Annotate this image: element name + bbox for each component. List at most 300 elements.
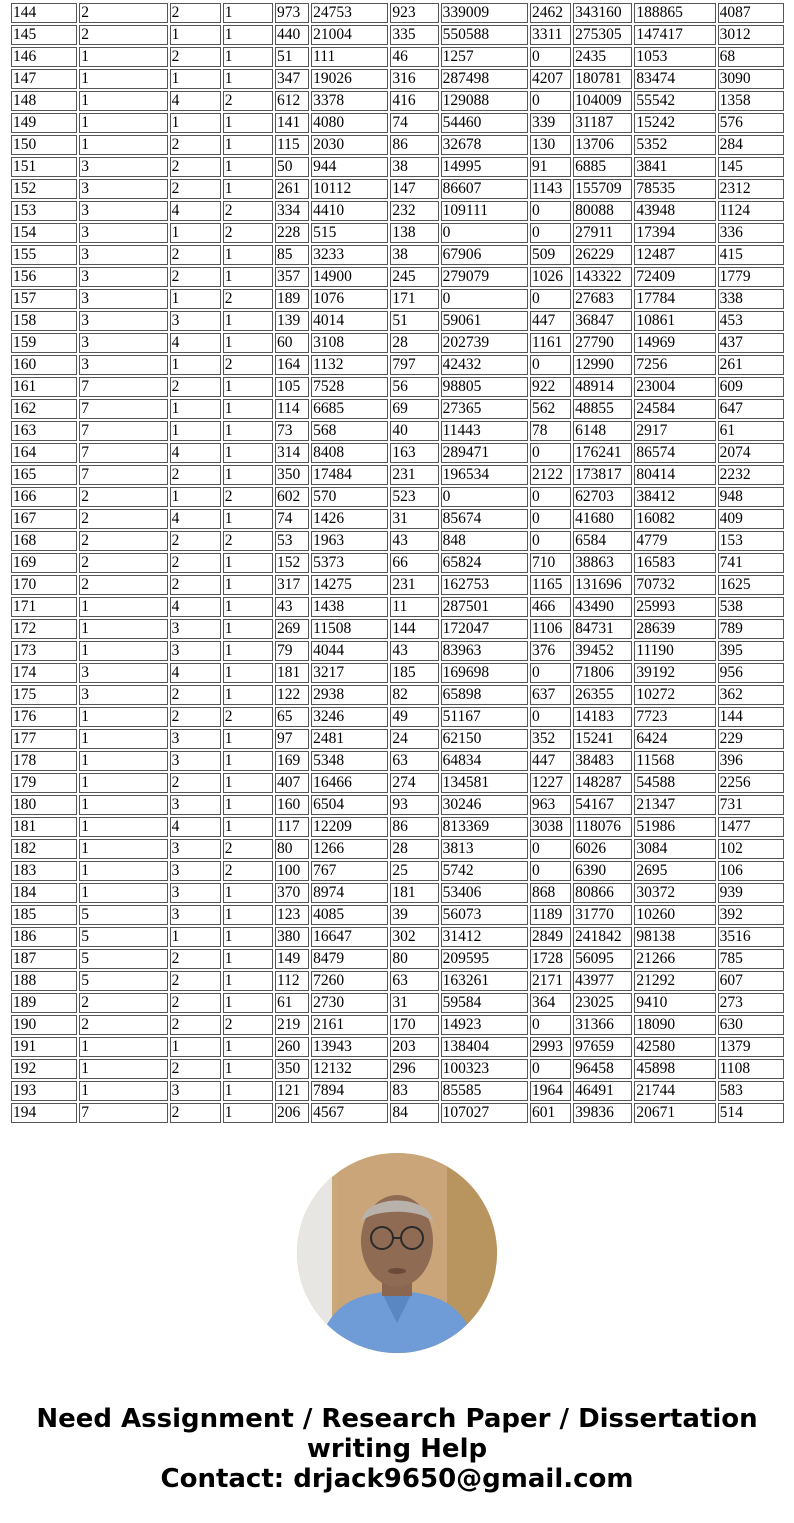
table-cell: 161 (11, 377, 77, 397)
table-cell: 710 (530, 553, 571, 573)
table-cell: 83963 (441, 641, 528, 661)
table-cell: 4014 (311, 311, 388, 331)
table-cell: 11 (390, 597, 438, 617)
table-cell: 515 (311, 223, 388, 243)
table-cell: 117 (275, 817, 309, 837)
table-cell: 11443 (441, 421, 528, 441)
table-cell: 395 (718, 641, 784, 661)
table-cell: 206 (275, 1103, 309, 1123)
table-cell: 71806 (573, 663, 632, 683)
table-cell: 287501 (441, 597, 528, 617)
table-cell: 20671 (634, 1103, 715, 1123)
table-cell: 54588 (634, 773, 715, 793)
table-cell: 2 (170, 135, 221, 155)
table-row (11, 817, 784, 837)
table-cell: 16466 (311, 773, 388, 793)
table-cell: 41680 (573, 509, 632, 529)
table-cell: 131696 (573, 575, 632, 595)
footer-line-1: Need Assignment / Research Paper / Dissertation (36, 1404, 758, 1434)
table-cell: 7 (79, 443, 167, 463)
table-cell: 4080 (311, 113, 388, 133)
table-row (11, 443, 784, 463)
table-cell: 4567 (311, 1103, 388, 1123)
table-cell: 1053 (634, 47, 715, 67)
table-cell: 160 (11, 355, 77, 375)
table-cell: 15242 (634, 113, 715, 133)
table-cell: 43 (275, 597, 309, 617)
table-row (11, 883, 784, 903)
table-cell: 944 (311, 157, 388, 177)
table-cell: 7 (79, 465, 167, 485)
table-cell: 42432 (441, 355, 528, 375)
table-cell: 93 (390, 795, 438, 815)
table-cell: 104009 (573, 91, 632, 111)
table-cell: 16583 (634, 553, 715, 573)
table-cell: 350 (275, 1059, 309, 1079)
table-cell: 2256 (718, 773, 784, 793)
table-cell: 2 (223, 289, 273, 309)
table-cell: 150 (11, 135, 77, 155)
table-cell: 1 (223, 135, 273, 155)
table-cell: 13943 (311, 1037, 388, 1057)
table-cell: 38412 (634, 487, 715, 507)
table-cell: 1266 (311, 839, 388, 859)
table-cell: 1 (79, 135, 167, 155)
table-cell: 2 (79, 3, 167, 23)
table-cell: 1 (223, 619, 273, 639)
table-cell: 583 (718, 1081, 784, 1101)
table-cell: 848 (441, 531, 528, 551)
table-cell: 1 (170, 421, 221, 441)
table-cell: 202739 (441, 333, 528, 353)
table-cell: 31412 (441, 927, 528, 947)
table-cell: 188865 (634, 3, 715, 23)
table-cell: 4 (170, 509, 221, 529)
table-cell: 1143 (530, 179, 571, 199)
table-cell: 2 (170, 1015, 221, 1035)
table-cell: 53406 (441, 883, 528, 903)
table-cell: 80866 (573, 883, 632, 903)
table-cell: 24 (390, 729, 438, 749)
table-cell: 3 (79, 157, 167, 177)
table-cell: 1 (223, 267, 273, 287)
table-cell: 2 (223, 355, 273, 375)
table-cell: 2917 (634, 421, 715, 441)
table-cell: 67906 (441, 245, 528, 265)
table-cell: 785 (718, 949, 784, 969)
table-cell: 939 (718, 883, 784, 903)
table-cell: 85674 (441, 509, 528, 529)
table-cell: 107027 (441, 1103, 528, 1123)
table-cell: 231 (390, 575, 438, 595)
table-cell: 2 (170, 773, 221, 793)
table-cell: 21744 (634, 1081, 715, 1101)
table-cell: 2 (223, 707, 273, 727)
table-row (11, 707, 784, 727)
table-cell: 339009 (441, 3, 528, 23)
table-cell: 40 (390, 421, 438, 441)
table-cell: 2 (170, 267, 221, 287)
table-cell: 1 (223, 773, 273, 793)
table-cell: 296 (390, 1059, 438, 1079)
table-cell: 260 (275, 1037, 309, 1057)
table-cell: 1 (223, 949, 273, 969)
table-cell: 39452 (573, 641, 632, 661)
table-cell: 23004 (634, 377, 715, 397)
table-cell: 185 (11, 905, 77, 925)
table-row (11, 1059, 784, 1079)
table-cell: 269 (275, 619, 309, 639)
table-cell: 1 (223, 729, 273, 749)
table-cell: 159 (11, 333, 77, 353)
table-cell: 0 (530, 223, 571, 243)
table-cell: 102 (718, 839, 784, 859)
table-cell: 2122 (530, 465, 571, 485)
table-cell: 0 (530, 289, 571, 309)
table-cell: 38483 (573, 751, 632, 771)
table-cell: 1728 (530, 949, 571, 969)
table-cell: 447 (530, 311, 571, 331)
table-cell: 162753 (441, 575, 528, 595)
table-cell: 46 (390, 47, 438, 67)
table-cell: 1 (79, 47, 167, 67)
table-cell: 16082 (634, 509, 715, 529)
table-cell: 79 (275, 641, 309, 661)
table-cell: 630 (718, 1015, 784, 1035)
table-cell: 0 (530, 839, 571, 859)
table-cell: 1963 (311, 531, 388, 551)
table-row (11, 795, 784, 815)
table-cell: 261 (718, 355, 784, 375)
table-cell: 14969 (634, 333, 715, 353)
table-cell: 12132 (311, 1059, 388, 1079)
table-cell: 2695 (634, 861, 715, 881)
table-cell: 415 (718, 245, 784, 265)
table-cell: 0 (530, 531, 571, 551)
table-cell: 48914 (573, 377, 632, 397)
table-cell: 364 (530, 993, 571, 1013)
table-row (11, 333, 784, 353)
table-cell: 203 (390, 1037, 438, 1057)
table-cell: 14275 (311, 575, 388, 595)
table-cell: 56 (390, 377, 438, 397)
table-cell: 1 (223, 905, 273, 925)
table-cell: 82 (390, 685, 438, 705)
table-cell: 2 (170, 1059, 221, 1079)
table-row (11, 993, 784, 1013)
table-cell: 172 (11, 619, 77, 639)
table-row (11, 47, 784, 67)
table-cell: 51 (390, 311, 438, 331)
table-cell: 83474 (634, 69, 715, 89)
table-cell: 86607 (441, 179, 528, 199)
table-cell: 36847 (573, 311, 632, 331)
table-cell: 232 (390, 201, 438, 221)
table-cell: 1 (170, 69, 221, 89)
table-cell: 66 (390, 553, 438, 573)
table-cell: 922 (530, 377, 571, 397)
table-cell: 164 (275, 355, 309, 375)
table-cell: 1 (223, 3, 273, 23)
table-cell: 61 (718, 421, 784, 441)
table-cell: 440 (275, 25, 309, 45)
table-row (11, 69, 784, 89)
table-cell: 51986 (634, 817, 715, 837)
table-cell: 523 (390, 487, 438, 507)
table-row (11, 839, 784, 859)
table-cell: 0 (530, 355, 571, 375)
table-cell: 17784 (634, 289, 715, 309)
table-cell: 2 (170, 971, 221, 991)
table-cell: 1165 (530, 575, 571, 595)
table-cell: 12209 (311, 817, 388, 837)
table-cell: 0 (441, 289, 528, 309)
table-cell: 1 (223, 47, 273, 67)
table-row (11, 751, 784, 771)
table-cell: 0 (530, 91, 571, 111)
table-cell: 83 (390, 1081, 438, 1101)
table-cell: 4085 (311, 905, 388, 925)
table-cell: 767 (311, 861, 388, 881)
table-cell: 2 (79, 531, 167, 551)
table-cell: 0 (441, 487, 528, 507)
table-cell: 2 (170, 47, 221, 67)
table-cell: 1438 (311, 597, 388, 617)
table-cell: 114 (275, 399, 309, 419)
table-cell: 164 (11, 443, 77, 463)
table-cell: 17394 (634, 223, 715, 243)
table-cell: 27683 (573, 289, 632, 309)
table-cell: 97659 (573, 1037, 632, 1057)
table-cell: 612 (275, 91, 309, 111)
table-cell: 80088 (573, 201, 632, 221)
table-cell: 4 (170, 91, 221, 111)
table-cell: 2 (79, 993, 167, 1013)
table-cell: 2 (79, 575, 167, 595)
table-row (11, 223, 784, 243)
table-cell: 178 (11, 751, 77, 771)
table-cell: 62150 (441, 729, 528, 749)
table-cell: 2 (223, 839, 273, 859)
table-cell: 4 (170, 663, 221, 683)
table-cell: 180 (11, 795, 77, 815)
table-cell: 26355 (573, 685, 632, 705)
table-cell: 45898 (634, 1059, 715, 1079)
table-cell: 3 (170, 1081, 221, 1101)
table-cell: 1 (223, 1037, 273, 1057)
table-cell: 2 (223, 91, 273, 111)
table-cell: 149 (11, 113, 77, 133)
table-cell: 1026 (530, 267, 571, 287)
table-cell: 62703 (573, 487, 632, 507)
table-cell: 2 (79, 553, 167, 573)
table-cell: 3 (79, 333, 167, 353)
table-cell: 14900 (311, 267, 388, 287)
table-cell: 2 (223, 1015, 273, 1035)
table-cell: 789 (718, 619, 784, 639)
table-cell: 6685 (311, 399, 388, 419)
table-cell: 302 (390, 927, 438, 947)
table-cell: 4410 (311, 201, 388, 221)
table-cell: 948 (718, 487, 784, 507)
table-cell: 84731 (573, 619, 632, 639)
table-cell: 1 (223, 399, 273, 419)
table-cell: 3 (170, 861, 221, 881)
table-cell: 80414 (634, 465, 715, 485)
table-cell: 287498 (441, 69, 528, 89)
table-cell: 362 (718, 685, 784, 705)
table-cell: 1 (170, 223, 221, 243)
table-cell: 6148 (573, 421, 632, 441)
table-row (11, 597, 784, 617)
table-cell: 30246 (441, 795, 528, 815)
table-cell: 182 (11, 839, 77, 859)
table-cell: 273 (718, 993, 784, 1013)
table-row (11, 927, 784, 947)
table-cell: 923 (390, 3, 438, 23)
table-cell: 28 (390, 839, 438, 859)
table-cell: 2 (170, 1103, 221, 1123)
table-cell: 5 (79, 905, 167, 925)
table-row (11, 421, 784, 441)
table-cell: 1 (223, 377, 273, 397)
table-cell: 0 (530, 1015, 571, 1035)
table-cell: 3 (170, 641, 221, 661)
table-row (11, 135, 784, 155)
table-cell: 7 (79, 1103, 167, 1123)
data-table (9, 1, 786, 1125)
table-cell: 2 (79, 1015, 167, 1035)
table-cell: 156 (11, 267, 77, 287)
table-cell: 184 (11, 883, 77, 903)
table-row (11, 1015, 784, 1035)
table-cell: 0 (530, 707, 571, 727)
table-cell: 194 (11, 1103, 77, 1123)
table-cell: 1 (223, 795, 273, 815)
table-cell: 396 (718, 751, 784, 771)
table-cell: 149 (275, 949, 309, 969)
table-cell: 1 (79, 69, 167, 89)
table-cell: 1 (223, 25, 273, 45)
table-cell: 241842 (573, 927, 632, 947)
table-cell: 162 (11, 399, 77, 419)
table-cell: 3012 (718, 25, 784, 45)
table-cell: 27911 (573, 223, 632, 243)
table-cell: 437 (718, 333, 784, 353)
table-cell: 6504 (311, 795, 388, 815)
table-cell: 4207 (530, 69, 571, 89)
table-cell: 392 (718, 905, 784, 925)
table-cell: 2 (170, 993, 221, 1013)
table-cell: 407 (275, 773, 309, 793)
table-cell: 2 (170, 949, 221, 969)
table-cell: 2312 (718, 179, 784, 199)
table-row (11, 905, 784, 925)
table-cell: 148287 (573, 773, 632, 793)
table-cell: 0 (530, 509, 571, 529)
table-cell: 141 (275, 113, 309, 133)
table-cell: 314 (275, 443, 309, 463)
table-cell: 59584 (441, 993, 528, 1013)
table-row (11, 399, 784, 419)
table-cell: 1 (223, 993, 273, 1013)
table-cell: 158 (11, 311, 77, 331)
table-cell: 1 (170, 113, 221, 133)
table-cell: 2 (79, 509, 167, 529)
table-cell: 601 (530, 1103, 571, 1123)
table-cell: 146 (11, 47, 77, 67)
table-cell: 50 (275, 157, 309, 177)
table-cell: 160 (275, 795, 309, 815)
table-cell: 31770 (573, 905, 632, 925)
table-row (11, 1103, 784, 1123)
table-cell: 147417 (634, 25, 715, 45)
table-cell: 274 (390, 773, 438, 793)
table-cell: 64834 (441, 751, 528, 771)
table-cell: 2232 (718, 465, 784, 485)
table-cell: 1 (223, 575, 273, 595)
table-cell: 63 (390, 971, 438, 991)
table-cell: 1 (223, 597, 273, 617)
table-cell: 731 (718, 795, 784, 815)
table-cell: 154 (11, 223, 77, 243)
table-cell: 148 (11, 91, 77, 111)
table-cell: 18090 (634, 1015, 715, 1035)
table-cell: 5742 (441, 861, 528, 881)
table-cell: 105 (275, 377, 309, 397)
table-row (11, 91, 784, 111)
table-cell: 5 (79, 971, 167, 991)
table-cell: 7 (79, 421, 167, 441)
table-cell: 3 (170, 729, 221, 749)
table-cell: 209595 (441, 949, 528, 969)
table-cell: 2481 (311, 729, 388, 749)
table-cell: 447 (530, 751, 571, 771)
table-cell: 59061 (441, 311, 528, 331)
table-cell: 177 (11, 729, 77, 749)
table-cell: 1 (223, 971, 273, 991)
table-cell: 3108 (311, 333, 388, 353)
table-cell: 145 (11, 25, 77, 45)
table-cell: 43948 (634, 201, 715, 221)
table-cell: 1076 (311, 289, 388, 309)
table-cell: 144 (11, 3, 77, 23)
table-cell: 2 (170, 157, 221, 177)
table-cell: 963 (530, 795, 571, 815)
table-cell: 4 (170, 443, 221, 463)
table-cell: 3841 (634, 157, 715, 177)
table-cell: 3 (79, 223, 167, 243)
table-cell: 11508 (311, 619, 388, 639)
table-cell: 70732 (634, 575, 715, 595)
table-cell: 229 (718, 729, 784, 749)
table-cell: 38 (390, 245, 438, 265)
table-cell: 1106 (530, 619, 571, 639)
table-cell: 145 (718, 157, 784, 177)
table-cell: 3 (79, 355, 167, 375)
table-cell: 2730 (311, 993, 388, 1013)
table-cell: 27365 (441, 399, 528, 419)
table-cell: 3 (170, 311, 221, 331)
table-cell: 97 (275, 729, 309, 749)
table-cell: 111 (311, 47, 388, 67)
table-cell: 169698 (441, 663, 528, 683)
table-cell: 144 (390, 619, 438, 639)
table-row (11, 685, 784, 705)
table-cell: 138404 (441, 1037, 528, 1057)
table-row (11, 729, 784, 749)
table-cell: 98805 (441, 377, 528, 397)
